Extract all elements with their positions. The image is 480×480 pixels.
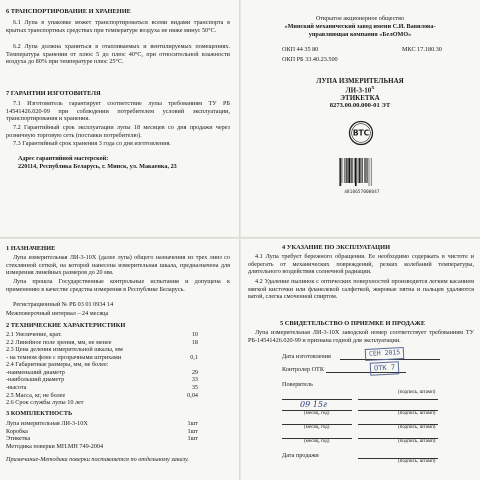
barcode-bar <box>364 158 365 183</box>
month-label-2: (месяц, год) <box>304 425 330 430</box>
month-label-1: (месяц, год) <box>304 411 330 416</box>
spec-label: 2.6 Срок службы лупы 10 лет <box>6 399 84 407</box>
company-line2: «Минский механический завод имени С.И. Вавилова- <box>284 23 436 30</box>
barcode-bar <box>362 158 363 183</box>
barcode-bar <box>342 158 343 183</box>
label-cover-panel <box>240 0 480 238</box>
barcode-bar <box>346 158 347 183</box>
barcode-bar <box>358 158 359 183</box>
spec-label: 2.3 Цена деления измерительной шкалы, мм <box>6 346 123 354</box>
spec-row <box>6 331 198 339</box>
completeness-row <box>6 443 198 451</box>
okp-code: ОКП 44 35 80 <box>282 46 319 53</box>
usage-acceptance-panel <box>240 238 480 480</box>
completeness-label: Коробка <box>6 427 28 435</box>
spec-label: -высота <box>6 383 27 391</box>
spec-value: 33 <box>191 376 198 384</box>
completeness-heading: 3 КОМПЛЕКТНОСТЬ <box>6 410 73 417</box>
barcode-bar <box>340 158 341 186</box>
spec-value: 18 <box>191 338 198 346</box>
date-made-label: Дата изготовления <box>282 353 331 360</box>
barcode-bar <box>347 158 348 183</box>
company-line3: управляющая компания «БелОМО» <box>308 31 412 38</box>
purpose-p1: Лупа измерительная ЛИ-3-10Х (далее лупа) общего назначения из трех линз со стеклянной сеткой, на которой нанесена измерительная шкала, предназначена для измерения линейных размеров до 20 мм. <box>6 254 230 277</box>
doc-type: ЭТИКЕТКА <box>340 94 380 102</box>
usage-heading: 4 УКАЗАНИЕ ПО ЭКСПЛУАТАЦИИ <box>282 244 391 251</box>
registration-number: Регистрационный № РБ 03 01 0934 14 <box>13 301 114 308</box>
sign-label-2: (подпись, штамп) <box>398 411 436 416</box>
usage-p1: 4.1 Лупа требует бережного обращения. Ее необходимо содержать в чистоте и оберегать от механических повреждений, резких колебаний температуры, длительного воздействия солнечной радиации. <box>248 253 474 276</box>
spec-value: 0,1 <box>190 353 198 361</box>
barcode-bar <box>344 158 345 183</box>
spec-row <box>6 361 198 369</box>
acceptance-p1: Лупа измерительная ЛИ-3-10Х заводской номер соответствует требованиям ТУ РБ-14541426.020-99 и признана годной для эксплуатации. <box>248 329 474 344</box>
completeness-row <box>6 420 198 428</box>
spec-label: 2.1 Увеличение, крат. <box>6 331 62 338</box>
storage-warranty-panel <box>0 0 240 238</box>
barcode-bar <box>348 158 350 183</box>
storage-p2: 6.2 Лупа должна храниться в отапливаемых и вентилируемых помещениях. Температура хранения от плюс 5 до плюс 40°С, при относительной влажности воздуха до 80% при температуре плюс 25°С. <box>6 43 230 66</box>
completeness-value: 1шт <box>187 420 198 427</box>
completeness-value: 1шт <box>187 427 198 435</box>
verifier-stamp-line <box>358 399 438 400</box>
specs-heading: 2 ТЕХНИЧЕСКИЕ ХАРАКТЕРИСТИКИ <box>6 322 126 329</box>
sign-label-1: (подпись, штамп) <box>398 390 436 395</box>
model-sup: Х <box>371 85 375 90</box>
spec-row <box>6 376 198 384</box>
doc-code: 8273.00.00.000-01 ЭТ <box>329 102 391 109</box>
barcode-bar <box>360 158 361 183</box>
storage-p1: 6.1 Лупа в упаковке может транспортироваться всеми видами транспорта в крытых транспортных средствах при температуре воздуха не ниже минус 50°С. <box>6 19 230 34</box>
completeness-note: Примечание-Методика поверки поставляется по отдельному заказу. <box>6 456 189 463</box>
acceptance-heading: 5 СВИДЕТЕЛЬСТВО О ПРИЕМКЕ И ПРОДАЖЕ <box>280 320 426 327</box>
sign-label-3: (подпись, штамп) <box>398 425 436 430</box>
spec-row <box>6 346 198 354</box>
spec-row <box>6 392 198 400</box>
purpose-specs-panel <box>0 238 240 480</box>
month-label-3: (месяц, год) <box>304 439 330 444</box>
barcode-bar <box>367 158 368 183</box>
model-text: ЛИ-3-10 <box>345 86 372 95</box>
spec-value: 29 <box>191 368 198 376</box>
completeness-row <box>6 435 198 443</box>
warranty-p1: 7.1 Изготовитель гарантирует соответствие лупы требованиям ТУ РБ 14541426.020-99 при соблюдении потребителем условий эксплуатации, транспортирования и хранения. <box>6 100 230 123</box>
barcode-bar <box>354 158 355 183</box>
logo-text: ВТС <box>352 128 370 138</box>
completeness-table <box>6 420 198 450</box>
completeness-row <box>6 428 198 436</box>
barcode <box>338 158 386 194</box>
spec-label: 2.2 Линейное поле зрения, мм, не менее <box>6 338 112 346</box>
okp-rb-code: ОКП РБ 33.40.23.500 <box>282 56 338 63</box>
barcode-bar <box>359 158 360 183</box>
completeness-label: Этикетка <box>6 435 31 443</box>
barcode-bar <box>369 158 370 186</box>
sign-label-5: (подпись, штамп) <box>398 459 436 464</box>
spec-row <box>6 369 198 377</box>
barcode-bar <box>352 158 353 183</box>
spec-value: 0,04 <box>187 391 198 399</box>
purpose-p2: Лупа прошла Государственные контрольные испытания и допущена к применению в качестве средства измерения в Республике Беларусь. <box>6 278 230 293</box>
date-sold-label: Дата продажи <box>282 452 319 459</box>
warranty-p2: 7.2 Гарантийный срок эксплуатации лупы 18 месяцев со дня продажи через розничную торговую сеть (поставки потребителю). <box>6 124 230 139</box>
spec-value: 35 <box>191 383 198 391</box>
verifier-label: Поверитель <box>282 381 313 388</box>
purpose-heading: 1 НАЗНАЧЕНИЕ <box>6 245 56 252</box>
barcode-bar <box>365 158 366 183</box>
barcode-number: 4810657008047 <box>344 188 380 194</box>
barcode-bar <box>371 158 372 186</box>
company-logo <box>348 120 374 146</box>
completeness-value: 1шт <box>187 435 198 443</box>
mks-code: МКС 17.180.30 <box>402 46 442 53</box>
spec-label: -наибольший диаметр <box>6 376 65 384</box>
sign-label-4: (подпись, штамп) <box>398 439 436 444</box>
company-line1: Открытое акционерное общество <box>315 15 405 22</box>
barcode-bar <box>355 158 357 186</box>
date-stamp: СЕН 2015 <box>365 347 405 361</box>
warranty-heading: 7 ГАРАНТИИ ИЗГОТОВИТЕЛЯ <box>6 90 101 97</box>
barcode-bar <box>351 158 352 183</box>
spec-row <box>6 339 198 347</box>
spec-row <box>6 399 198 407</box>
otk-stamp: ОТК 7 <box>370 361 400 375</box>
completeness-label: Лупа измерительная ЛИ-3-10Х <box>6 420 88 427</box>
barcode-bar <box>339 158 340 186</box>
vertical-fold <box>239 0 241 480</box>
horizontal-fold <box>0 237 480 239</box>
calibration-interval: Межповерочный интервал – 24 месяца <box>6 310 109 317</box>
spec-value: 10 <box>191 331 198 338</box>
completeness-label: Методика поверки МП.МН 749-2004 <box>6 442 104 450</box>
barcode-bars <box>338 158 386 186</box>
address: 220114, Республика Беларусь, г. Минск, ул. Макаенка, 23 <box>18 163 177 170</box>
spec-row <box>6 354 198 362</box>
usage-p2: 4.2 Удаление пылинок с оптических поверхностей производится легким касанием мягкой кисточки или фланелевой салфеткой, жировые пятна и пальцев удаляются ватой, слегка смоченной спиртом. <box>248 278 474 301</box>
spec-label: - на темном фоне с прозрачными штрихами <box>6 353 122 361</box>
specs-table <box>6 331 198 407</box>
storage-heading: 6 ТРАНСПОРТИРОВАНИЕ И ХРАНЕНИЕ <box>6 8 131 15</box>
spec-row <box>6 384 198 392</box>
spec-label: -наименьший диаметр <box>6 368 65 376</box>
product-name: ЛУПА ИЗМЕРИТЕЛЬНАЯ <box>316 77 404 85</box>
spec-label: 2.4 Габаритные размеры, мм, не более: <box>6 361 109 369</box>
handwritten-date: 09 15г <box>300 400 327 409</box>
address-label: Адрес гарантийной мастерской: <box>18 155 109 162</box>
otk-label: Контролер ОТК <box>282 366 324 373</box>
warranty-p3: 7.3 Гарантийный срок хранения 3 года со дня изготовления. <box>13 140 171 147</box>
spec-label: 2.5 Масса, кг, не более <box>6 391 66 399</box>
